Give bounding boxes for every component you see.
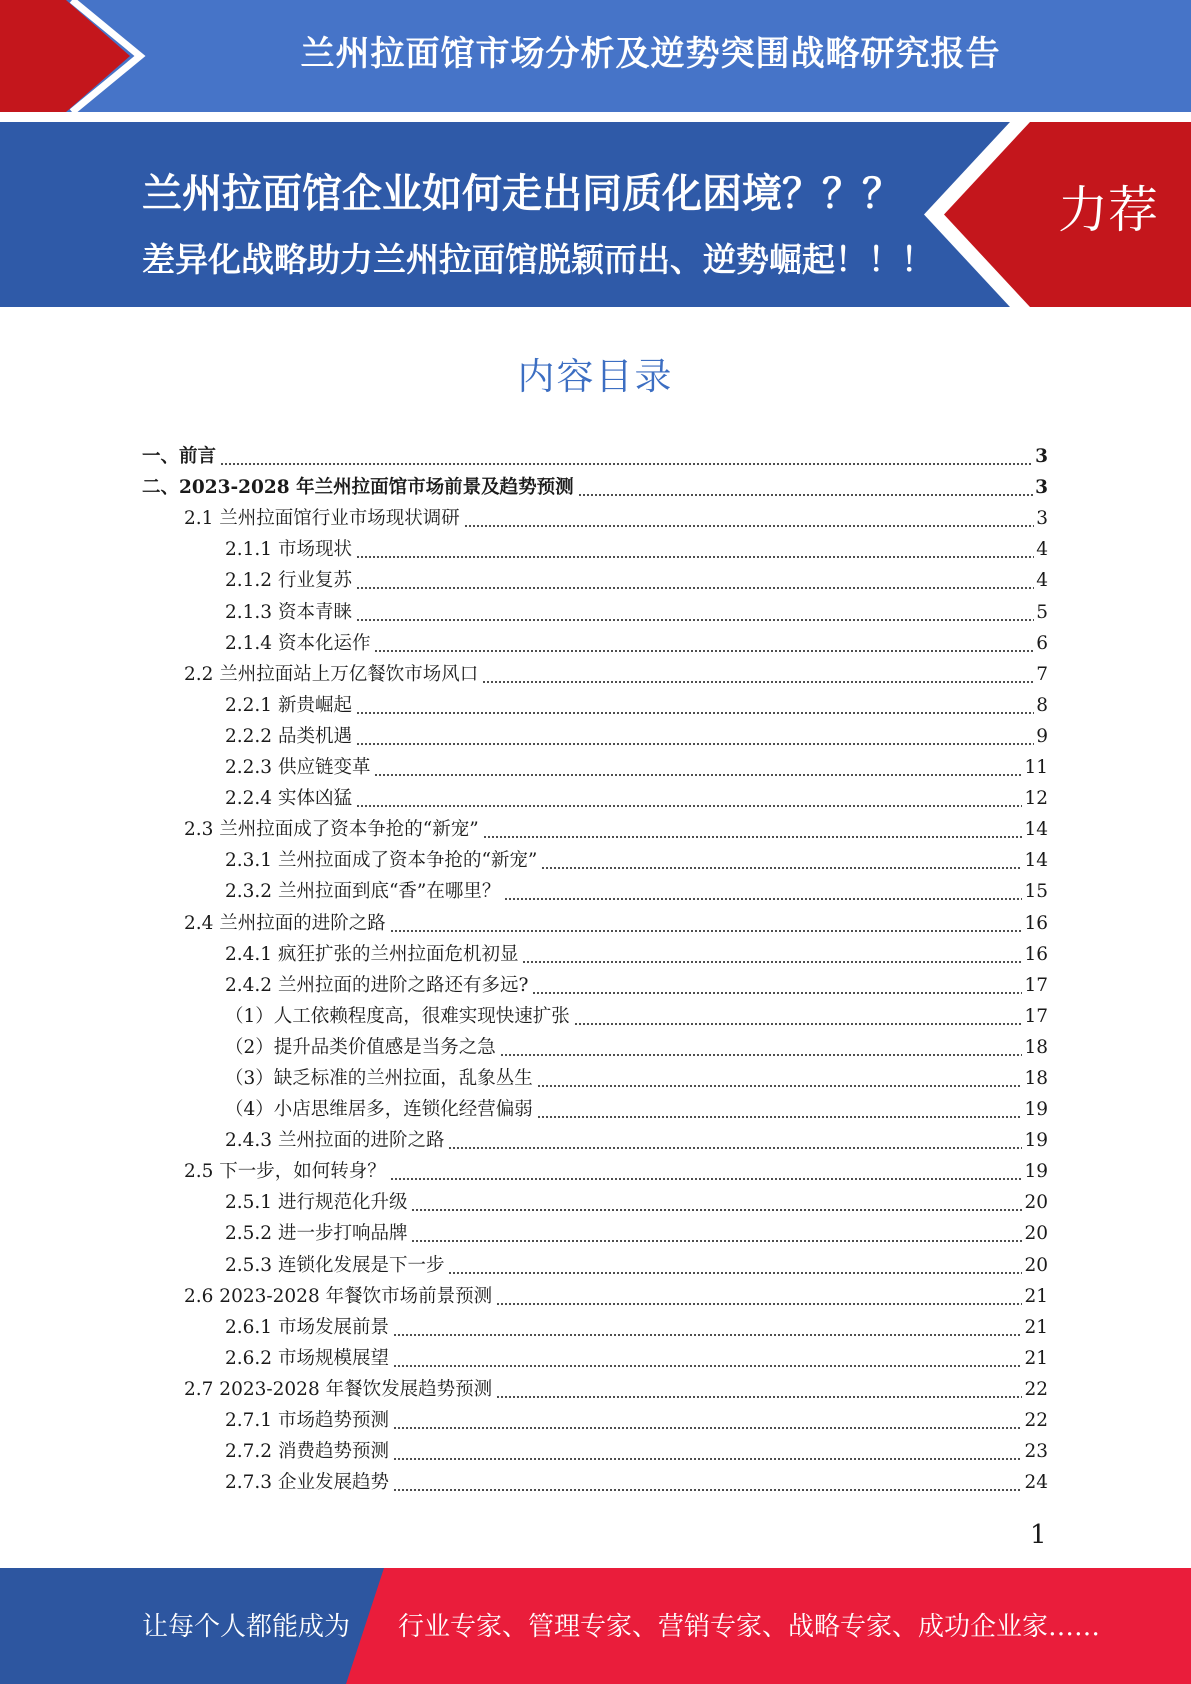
toc-entry-label: 2.3.1 兰州拉面成了资本争抢的“新宠” <box>225 850 538 872</box>
toc-entry-page: 22 <box>1024 1410 1048 1431</box>
toc-entry[interactable] <box>142 936 1048 967</box>
toc-entry-page: 23 <box>1024 1441 1048 1463</box>
toc-entry[interactable] <box>142 500 1048 531</box>
toc-entry[interactable] <box>142 780 1048 811</box>
toc-dot-leader <box>448 1126 1022 1150</box>
toc-entry-label: 2.3.2 兰州拉面到底“香”在哪里？ <box>225 881 501 903</box>
toc-entry-label: （4）小店思维居多，连锁化经营偏弱 <box>225 1099 533 1121</box>
toc-entry-label: 2.3 兰州拉面成了资本争抢的“新宠” <box>184 819 479 841</box>
toc-entry-page: 21 <box>1024 1347 1048 1369</box>
toc-dot-leader <box>356 598 1034 622</box>
toc-dot-leader <box>464 504 1034 528</box>
toc-entry-page: 21 <box>1024 1285 1048 1307</box>
toc-dot-leader <box>393 1437 1022 1461</box>
toc-entry-page: 24 <box>1024 1472 1048 1494</box>
toc-entry-label: 2.4 兰州拉面的进阶之路 <box>184 912 386 934</box>
toc-entry-page: 14 <box>1024 819 1048 841</box>
toc-entry-label: 二、2023-2028 年兰州拉面馆市场前景及趋势预测 <box>142 477 574 499</box>
page-number: 1 <box>1030 1520 1047 1550</box>
toc-entry-page: 22 <box>1024 1378 1048 1400</box>
toc-entry-page: 3 <box>1035 446 1048 468</box>
toc-entry-label: 2.1.4 资本化运作 <box>225 632 371 654</box>
table-of-contents <box>142 438 1048 1495</box>
toc-entry[interactable] <box>142 998 1048 1029</box>
toc-entry-page: 6 <box>1036 632 1048 654</box>
toc-entry[interactable] <box>142 1215 1048 1246</box>
toc-entry-label: 2.6 2023-2028 年餐饮市场前景预测 <box>184 1285 493 1307</box>
toc-entry[interactable] <box>142 531 1048 562</box>
toc-dot-leader <box>532 971 1022 995</box>
toc-entry[interactable] <box>142 842 1048 873</box>
toc-dot-leader <box>393 1468 1022 1492</box>
toc-dot-leader <box>578 473 1034 497</box>
toc-entry-label: 2.1.1 市场现状 <box>225 539 352 561</box>
toc-entry-page: 7 <box>1036 663 1048 685</box>
toc-dot-leader <box>411 1219 1022 1243</box>
toc-entry-page: 8 <box>1036 694 1048 716</box>
toc-entry-page: 19 <box>1024 1099 1048 1121</box>
toc-entry[interactable] <box>142 625 1048 656</box>
toc-entry-label: 2.2.4 实体凶猛 <box>225 788 352 810</box>
footer-slogan-lead: 让每个人都能成为 <box>142 1612 351 1642</box>
toc-dot-leader <box>522 940 1022 964</box>
toc-entry-page: 4 <box>1036 539 1048 561</box>
toc-entry-page: 19 <box>1024 1130 1048 1152</box>
toc-entry-label: 2.1.3 资本青睐 <box>225 601 352 623</box>
toc-dot-leader <box>356 722 1034 746</box>
toc-entry[interactable] <box>142 967 1048 998</box>
toc-entry[interactable] <box>142 1340 1048 1371</box>
toc-title: 内容目录 <box>517 355 674 398</box>
footer-slogan-roles: 行业专家、管理专家、营销专家、战略专家、成功企业家…… <box>398 1612 1101 1642</box>
toc-entry-label: 2.4.1 疯狂扩张的兰州拉面危机初显 <box>225 943 519 965</box>
toc-entry-label: 2.6.1 市场发展前景 <box>225 1316 389 1338</box>
toc-entry-page: 21 <box>1024 1316 1048 1338</box>
toc-entry-label: 2.7.3 企业发展趋势 <box>225 1472 389 1494</box>
toc-entry-label: 2.7 2023-2028 年餐饮发展趋势预测 <box>184 1378 493 1400</box>
toc-entry[interactable] <box>142 873 1048 904</box>
toc-entry-page: 9 <box>1036 725 1048 747</box>
toc-entry-label: 2.1.2 行业复苏 <box>225 570 352 592</box>
toc-entry[interactable] <box>142 1402 1048 1433</box>
toc-entry[interactable] <box>142 1060 1048 1091</box>
toc-dot-leader <box>574 1002 1023 1026</box>
toc-entry[interactable] <box>142 469 1048 500</box>
toc-entry[interactable] <box>142 749 1048 780</box>
toc-entry[interactable] <box>142 1246 1048 1277</box>
toc-entry[interactable] <box>142 1184 1048 1215</box>
toc-entry-page: 18 <box>1024 1036 1048 1058</box>
headline-answer: 差异化战略助力兰州拉面馆脱颖而出、逆势崛起！！！ <box>142 240 934 279</box>
toc-entry-page: 17 <box>1024 974 1048 996</box>
toc-entry-page: 15 <box>1024 881 1048 903</box>
toc-entry-label: （1）人工依赖程度高，很难实现快速扩张 <box>225 1005 570 1027</box>
toc-entry-label: 2.5.2 进一步打响品牌 <box>225 1223 408 1245</box>
toc-dot-leader <box>537 1095 1023 1119</box>
toc-entry[interactable] <box>142 1091 1048 1122</box>
toc-dot-leader <box>374 629 1034 653</box>
toc-entry[interactable] <box>142 1371 1048 1402</box>
toc-entry[interactable] <box>142 1433 1048 1464</box>
toc-entry[interactable] <box>142 1464 1048 1495</box>
toc-entry-label: （3）缺乏标准的兰州拉面，乱象丛生 <box>225 1067 533 1089</box>
toc-entry-page: 3 <box>1036 508 1048 530</box>
toc-dot-leader <box>482 660 1034 684</box>
toc-entry-page: 11 <box>1024 757 1048 779</box>
toc-dot-leader <box>374 753 1022 777</box>
toc-entry-page: 3 <box>1035 477 1048 499</box>
toc-entry-label: 一、前言 <box>142 446 217 468</box>
toc-dot-leader <box>390 909 1023 933</box>
toc-entry-page: 20 <box>1024 1223 1048 1245</box>
toc-entry-label: （2）提升品类价值感是当务之急 <box>225 1036 496 1058</box>
toc-entry-label: 2.2.3 供应链变革 <box>225 757 371 779</box>
footer-banner <box>0 1568 1191 1684</box>
toc-dot-leader <box>393 1313 1022 1337</box>
toc-entry[interactable] <box>142 562 1048 593</box>
toc-entry-page: 12 <box>1024 788 1048 810</box>
toc-entry[interactable] <box>142 593 1048 624</box>
toc-entry-label: 2.5.1 进行规范化升级 <box>225 1192 408 1214</box>
toc-entry-page: 20 <box>1024 1192 1048 1214</box>
toc-dot-leader <box>411 1188 1022 1212</box>
toc-dot-leader <box>220 442 1033 466</box>
toc-dot-leader <box>496 1282 1022 1306</box>
toc-entry[interactable] <box>142 687 1048 718</box>
toc-entry-label: 2.5.3 连锁化发展是下一步 <box>225 1254 445 1276</box>
toc-dot-leader <box>448 1251 1022 1275</box>
toc-entry-page: 17 <box>1024 1005 1048 1027</box>
toc-entry[interactable] <box>142 1309 1048 1340</box>
toc-dot-leader <box>393 1406 1022 1430</box>
toc-entry-label: 2.4.2 兰州拉面的进阶之路还有多远? <box>225 974 529 996</box>
toc-dot-leader <box>496 1375 1022 1399</box>
toc-dot-leader <box>393 1344 1022 1368</box>
toc-entry[interactable] <box>142 1278 1048 1309</box>
toc-entry-label: 2.7.2 消费趋势预测 <box>225 1441 389 1463</box>
headline-question: 兰州拉面馆企业如何走出同质化困境？？？ <box>142 171 902 217</box>
headline-banner <box>0 122 1191 307</box>
toc-entry-label: 2.5 下一步，如何转身？ <box>184 1161 386 1183</box>
toc-entry-label: 2.7.1 市场趋势预测 <box>225 1410 389 1431</box>
toc-entry-page: 16 <box>1024 912 1048 934</box>
toc-dot-leader <box>541 846 1022 870</box>
toc-entry[interactable] <box>142 718 1048 749</box>
toc-dot-leader <box>483 815 1023 839</box>
toc-entry[interactable] <box>142 656 1048 687</box>
toc-dot-leader <box>500 1033 1023 1057</box>
toc-entry-page: 16 <box>1024 943 1048 965</box>
toc-entry[interactable] <box>142 438 1048 469</box>
toc-entry[interactable] <box>142 904 1048 935</box>
toc-entry-label: 2.2.1 新贵崛起 <box>225 694 352 716</box>
toc-dot-leader <box>537 1064 1023 1088</box>
toc-entry-label: 2.6.2 市场规模展望 <box>225 1347 389 1369</box>
toc-entry[interactable] <box>142 1122 1048 1153</box>
report-title-banner <box>0 0 1191 112</box>
report-title: 兰州拉面馆市场分析及逆势突围战略研究报告 <box>300 34 1001 74</box>
toc-entry-page: 18 <box>1024 1067 1048 1089</box>
toc-entry[interactable] <box>142 1029 1048 1060</box>
toc-dot-leader <box>356 691 1034 715</box>
recommend-badge: 力荐 <box>1058 181 1158 239</box>
toc-entry-label: 2.4.3 兰州拉面的进阶之路 <box>225 1130 445 1152</box>
toc-dot-leader <box>504 877 1022 901</box>
toc-dot-leader <box>356 784 1023 808</box>
toc-dot-leader <box>356 566 1034 590</box>
toc-entry[interactable] <box>142 1153 1048 1184</box>
toc-entry-page: 14 <box>1024 850 1048 872</box>
toc-entry-page: 20 <box>1024 1254 1048 1276</box>
toc-entry-label: 2.2 兰州拉面站上万亿餐饮市场风口 <box>184 663 479 685</box>
toc-dot-leader <box>390 1157 1023 1181</box>
toc-entry-label: 2.2.2 品类机遇 <box>225 725 352 747</box>
toc-entry-page: 19 <box>1024 1161 1048 1183</box>
toc-entry-label: 2.1 兰州拉面馆行业市场现状调研 <box>184 508 460 530</box>
toc-entry[interactable] <box>142 811 1048 842</box>
toc-entry-page: 4 <box>1036 570 1048 592</box>
toc-dot-leader <box>356 535 1034 559</box>
toc-entry-page: 5 <box>1036 601 1048 623</box>
